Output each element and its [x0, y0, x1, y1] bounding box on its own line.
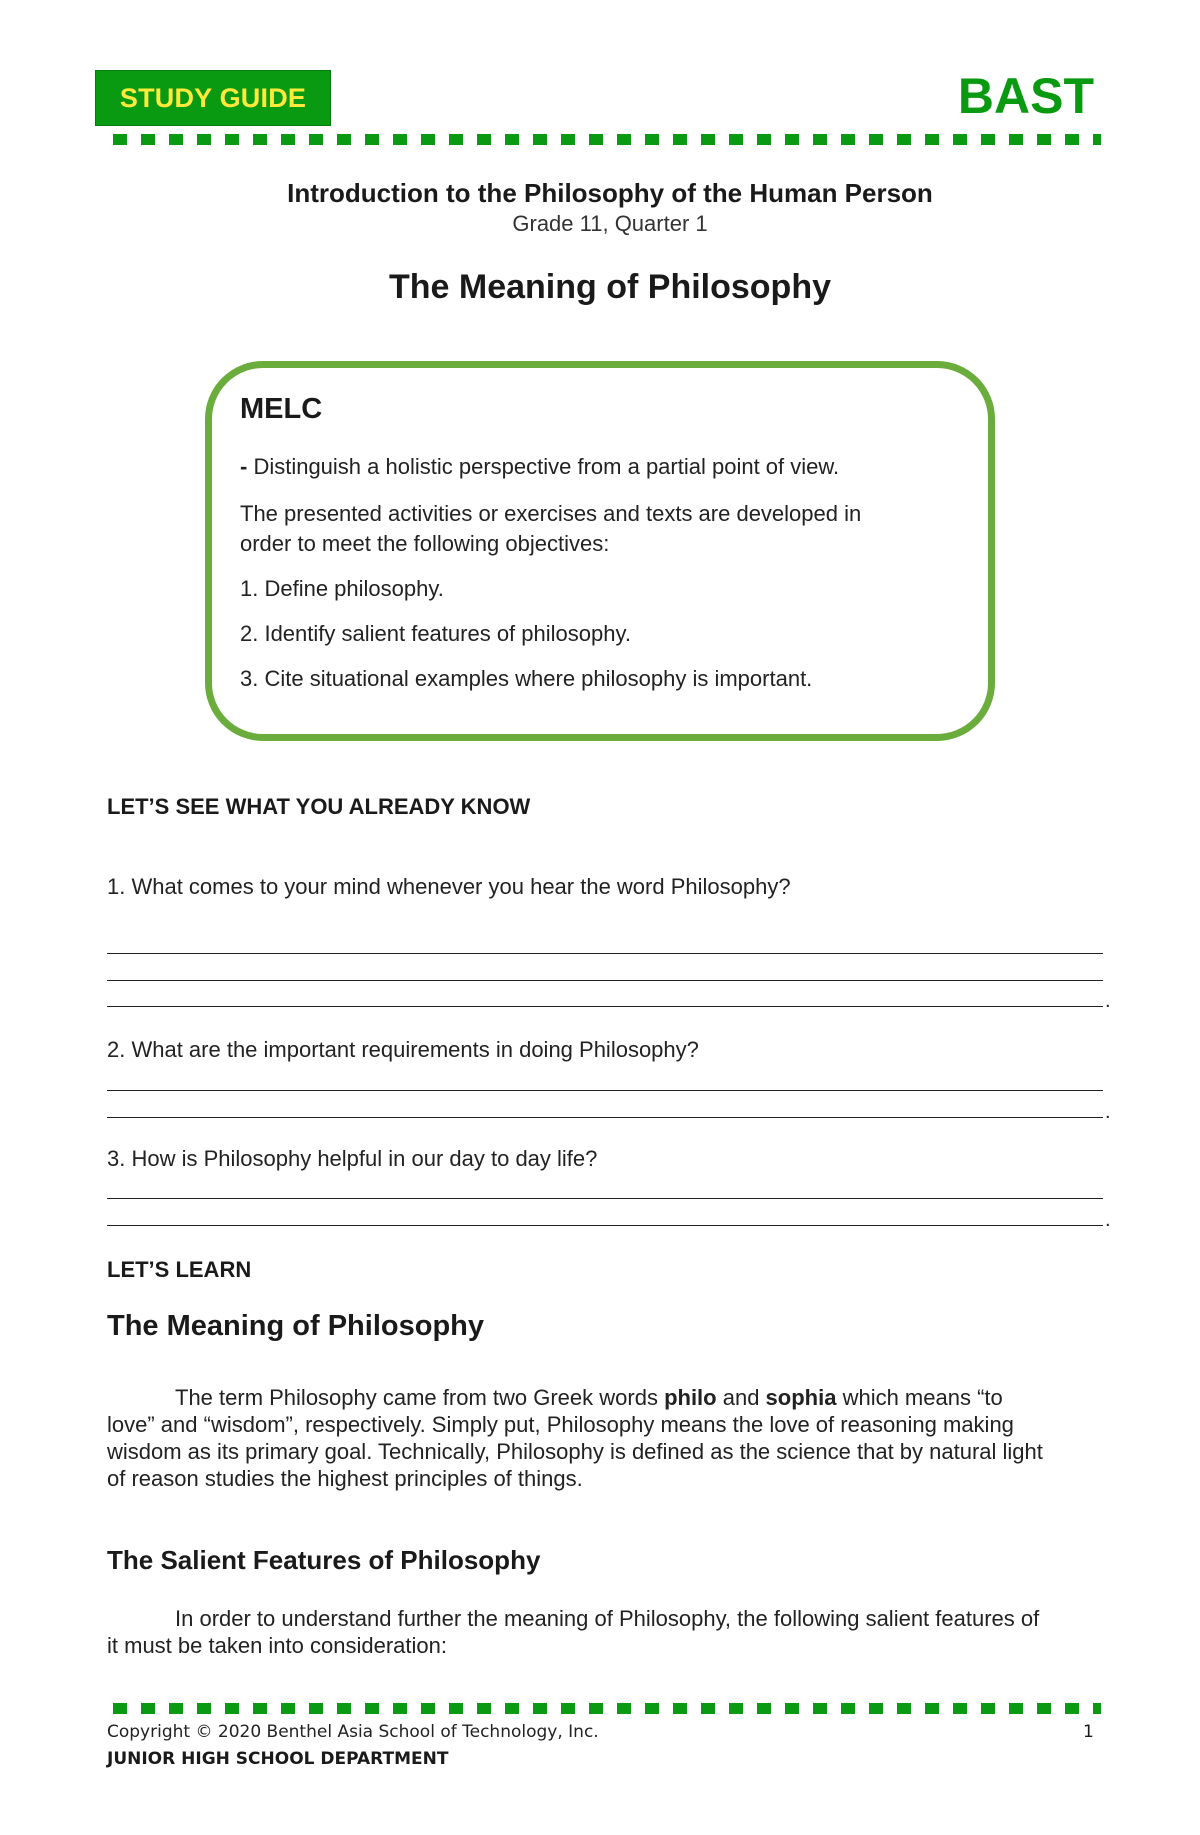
objective-item: 3. Cite situational examples where philosophy is important.: [240, 666, 813, 691]
answer-line[interactable]: [107, 980, 1103, 981]
melc-intro-line2: order to meet the following objectives:: [240, 531, 610, 556]
question-3: 3. How is Philosophy helpful in our day to day life?: [107, 1146, 598, 1171]
question-2: 2. What are the important requirements in doing Philosophy?: [107, 1037, 699, 1062]
answer-line[interactable]: [107, 1198, 1103, 1199]
salient-features-title: The Salient Features of Philosophy: [107, 1545, 541, 1575]
paragraph-line: The term Philosophy came from two Greek words philo and sophia which means “to: [175, 1385, 1003, 1410]
competency-dash: -: [240, 454, 248, 479]
line-end-period: .: [1105, 990, 1111, 1012]
department-text: JUNIOR HIGH SCHOOL DEPARTMENT: [107, 1749, 449, 1769]
objective-item: 2. Identify salient features of philosophy.: [240, 621, 631, 646]
paragraph-line: In order to understand further the meaning of Philosophy, the following salient features of: [175, 1606, 1040, 1631]
learn-heading: LET’S LEARN: [107, 1257, 252, 1282]
competency-text: Distinguish a holistic perspective from a partial point of view.: [247, 454, 840, 479]
salient-paragraph: [107, 1605, 1117, 1659]
brand-logo-text: BAST: [957, 68, 1094, 124]
course-subtitle: Grade 11, Quarter 1: [512, 211, 708, 236]
melc-competency: [240, 452, 960, 482]
objective-item: 1. Define philosophy.: [240, 576, 444, 601]
melc-intro-line1: The presented activities or exercises and texts are developed in: [240, 501, 862, 526]
section-title: The Meaning of Philosophy: [107, 1310, 484, 1342]
lesson-title: The Meaning of Philosophy: [389, 268, 831, 306]
paragraph-line: love” and “wisdom”, respectively. Simply put, Philosophy means the love of reasoning making: [107, 1412, 1014, 1437]
greek-word-philo: philo: [664, 1385, 717, 1410]
page-number: 1: [1083, 1722, 1094, 1742]
header-divider: [113, 134, 1101, 145]
line-end-period: .: [1105, 1209, 1111, 1231]
copyright-text: Copyright © 2020 Benthel Asia School of Technology, Inc.: [107, 1722, 599, 1742]
footer-divider: [113, 1703, 1101, 1714]
answer-line[interactable]: [107, 953, 1103, 954]
answer-line[interactable]: [107, 1006, 1103, 1007]
line-end-period: .: [1105, 1101, 1111, 1123]
paragraph-line: it must be taken into consideration:: [107, 1633, 447, 1658]
answer-line[interactable]: [107, 1225, 1103, 1226]
question-1: 1. What comes to your mind whenever you hear the word Philosophy?: [107, 874, 791, 899]
course-title: Introduction to the Philosophy of the Human Person: [287, 178, 933, 208]
definition-paragraph: [107, 1384, 1117, 1492]
paragraph-line: wisdom as its primary goal. Technically, Philosophy is defined as the science that by natural light: [107, 1439, 1043, 1464]
answer-line[interactable]: [107, 1090, 1103, 1091]
pretest-heading: LET’S SEE WHAT YOU ALREADY KNOW: [107, 794, 531, 819]
melc-heading: MELC: [240, 393, 323, 425]
study-guide-badge: STUDY GUIDE: [95, 70, 331, 126]
greek-word-sophia: sophia: [765, 1385, 837, 1410]
paragraph-line: of reason studies the highest principles of things.: [107, 1466, 583, 1491]
answer-line[interactable]: [107, 1117, 1103, 1118]
